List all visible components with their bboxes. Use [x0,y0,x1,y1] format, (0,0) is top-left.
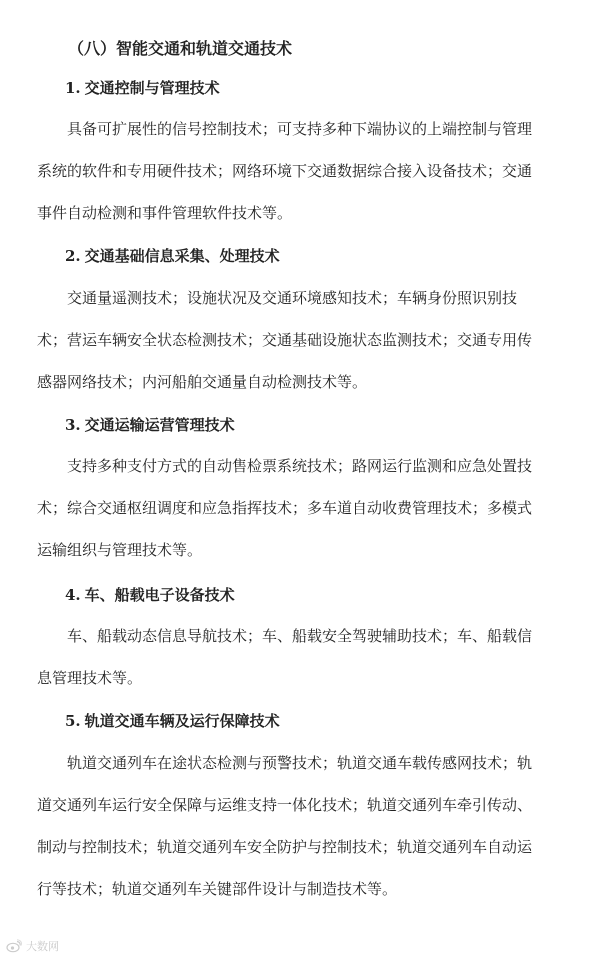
paragraph-line: 术；综合交通枢纽调度和应急指挥技术；多车道自动收费管理技术；多模式 [37,499,533,517]
section-number: 2. [65,247,81,265]
section-number: 5. [65,712,81,730]
paragraph-line: 车、船载动态信息导航技术；车、船载安全驾驶辅助技术；车、船载信 [67,627,533,645]
paragraph-line: 具备可扩展性的信号控制技术；可支持多种下端协议的上端控制与管理 [67,120,533,138]
watermark-text: 大数网 [26,940,59,953]
section-heading [65,711,280,731]
paragraph-line: 息管理技术等。 [37,669,143,687]
document-title: （八）智能交通和轨道交通技术 [68,39,293,58]
paragraph-line: 道交通列车运行安全保障与运维支持一体化技术；轨道交通列车牵引传动、 [37,796,533,814]
section-title: 轨道交通车辆及运行保障技术 [84,712,280,730]
paragraph-line: 行等技术；轨道交通列车关键部件设计与制造技术等。 [37,880,398,898]
paragraph-line: 事件自动检测和事件管理软件技术等。 [37,204,293,222]
section-heading [65,78,220,98]
paragraph-line: 感器网络技术；内河船舶交通量自动检测技术等。 [37,373,368,391]
section-number: 4. [65,586,81,604]
section-number: 3. [65,416,81,434]
weibo-logo-icon [6,939,22,953]
paragraph-line: 制动与控制技术；轨道交通列车安全防护与控制技术；轨道交通列车自动运 [37,838,533,856]
section-heading [65,415,235,435]
section-number: 1. [65,79,81,97]
paragraph-line: 轨道交通列车在途状态检测与预警技术；轨道交通车载传感网技术；轨 [67,754,533,772]
section-title: 交通运输运营管理技术 [84,416,235,434]
paragraph-line: 系统的软件和专用硬件技术；网络环境下交通数据综合接入设备技术；交通 [37,162,533,180]
section-title: 交通控制与管理技术 [84,79,220,97]
section-heading [65,246,280,266]
section-title: 交通基础信息采集、处理技术 [84,247,280,265]
watermark [6,937,59,955]
section-title: 车、船载电子设备技术 [84,586,235,604]
paragraph-line: 支持多种支付方式的自动售检票系统技术；路网运行监测和应急处置技 [67,457,533,475]
paragraph-line: 运输组织与管理技术等。 [37,541,203,559]
paragraph-line: 交通量遥测技术；设施状况及交通环境感知技术；车辆身份照识别技 [67,289,518,307]
paragraph-line: 术；营运车辆安全状态检测技术；交通基础设施状态监测技术；交通专用传 [37,331,533,349]
section-heading [65,585,235,605]
